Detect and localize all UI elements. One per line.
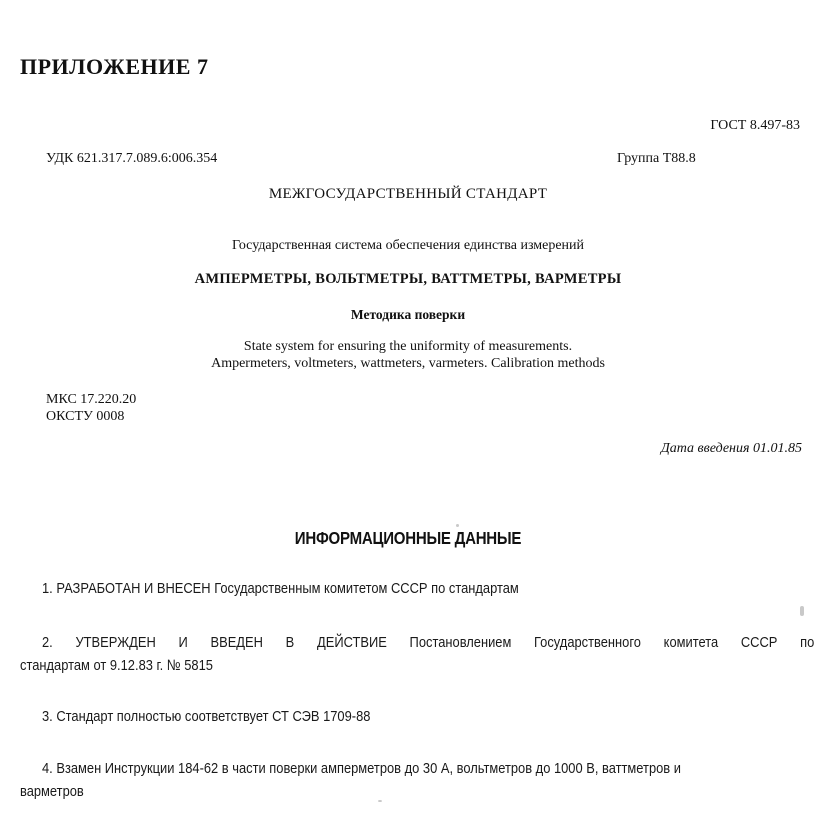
group-code: Группа Т88.8: [617, 151, 696, 166]
info-item-3: 3. Стандарт полностью соответствует СТ СЭВ 1709-88: [42, 708, 371, 725]
introduction-date: Дата введения 01.01.85: [660, 441, 802, 456]
appendix-heading: ПРИЛОЖЕНИЕ 7: [20, 54, 209, 79]
info-item-2-line-2: стандартам от 9.12.83 г. № 5815: [20, 657, 213, 674]
english-title-line-2: Ampermeters, voltmeters, wattmeters, varmeters. Calibration methods: [211, 356, 605, 371]
document-subtitle: Методика поверки: [350, 307, 466, 322]
mks-code: МКС 17.220.20: [46, 392, 137, 407]
info-item-2-line-1: 2. УТВЕРЖДЕН И ВВЕДЕН В ДЕЙСТВИЕ Постановлением Государственного комитета СССР по: [42, 634, 815, 651]
gost-number: ГОСТ 8.497-83: [710, 118, 800, 133]
okstu-code: ОКСТУ 0008: [46, 409, 125, 424]
info-item-4-line-2: варметров: [20, 783, 84, 800]
info-item-1: 1. РАЗРАБОТАН И ВНЕСЕН Государственным комитетом СССР по стандартам: [42, 580, 519, 597]
scan-speck: [456, 524, 459, 527]
scan-speck: [378, 800, 382, 802]
scan-speck: [800, 606, 804, 616]
standard-type: МЕЖГОСУДАРСТВЕННЫЙ СТАНДАРТ: [268, 186, 548, 202]
document-title: АМПЕРМЕТРЫ, ВОЛЬТМЕТРЫ, ВАТТМЕТРЫ, ВАРМЕТРЫ: [194, 271, 622, 287]
english-title-line-1: State system for ensuring the uniformity of measurements.: [243, 339, 573, 354]
system-title: Государственная система обеспечения единства измерений: [231, 238, 585, 253]
info-item-4-line-1: 4. Взамен Инструкции 184-62 в части поверки амперметров до 30 А, вольтметров до 1000 В, ваттметров и: [42, 760, 681, 777]
info-section-title: ИНФОРМАЦИОННЫЕ ДАННЫЕ: [294, 528, 522, 548]
udk-code: УДК 621.317.7.089.6:006.354: [46, 151, 218, 166]
